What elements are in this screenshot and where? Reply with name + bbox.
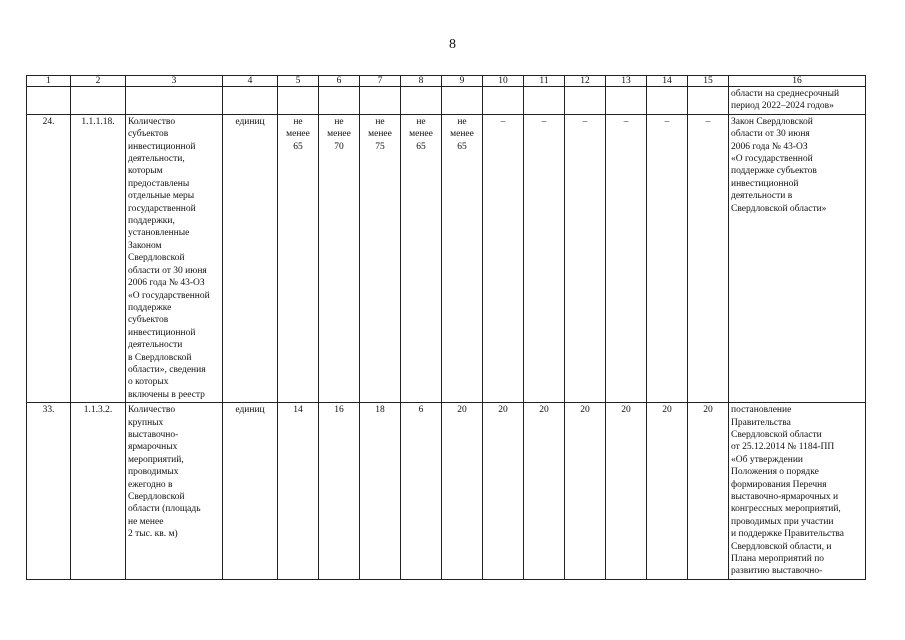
cell-line: 16 [334, 405, 344, 416]
cell-line: о которых [128, 377, 169, 388]
cell-line: проводимых при участии [731, 516, 834, 527]
cell-line: 65 [457, 141, 467, 152]
cell-line: 2006 года № 43-ОЗ [731, 141, 808, 152]
cell-line: не [334, 116, 344, 127]
cell-line: не [293, 116, 303, 127]
empty-cell [647, 87, 688, 115]
cell-line: инвестиционной [128, 141, 196, 152]
cell-line: 2 тыс. кв. м) [128, 529, 178, 540]
cell-line: крупных [128, 417, 164, 428]
value-cell [319, 114, 360, 402]
cell-line: менее [368, 129, 392, 140]
cell-line: – [705, 116, 711, 127]
cell-line: – [582, 116, 588, 127]
value-cell [565, 114, 606, 402]
continuation-row [27, 87, 866, 115]
cell-line: 2006 года № 43-ОЗ [128, 278, 205, 289]
value-cell [401, 114, 442, 402]
cell-line: Правительства [731, 417, 791, 428]
cell-line: менее [450, 129, 474, 140]
row-code-cell: 1.1.3.2. [71, 403, 126, 580]
cell-line: Плана мероприятий по [731, 554, 825, 565]
cell-line: выставочно- [128, 429, 179, 440]
value-cell [278, 114, 319, 402]
row-code-cell: 1.1.1.18. [71, 114, 126, 402]
column-number-cell: 2 [71, 76, 126, 87]
column-number-cell: 3 [126, 76, 223, 87]
cell-line: Положения о порядке [731, 467, 819, 478]
page-number: 8 [449, 37, 456, 52]
indicator-name-cell [126, 114, 223, 402]
cell-line: предоставлены [128, 178, 190, 189]
legal-basis-cell [729, 114, 866, 402]
cell-line: формирования Перечня [731, 479, 827, 490]
value-cell [606, 114, 647, 402]
cell-line: 20 [662, 405, 672, 416]
cell-line: выставочно-ярмарочных и [731, 492, 839, 502]
cell-line: 18 [375, 405, 385, 416]
value-cell [442, 114, 483, 402]
value-cell [647, 114, 688, 402]
cell-line: поддержки, [128, 216, 175, 227]
empty-cell [278, 87, 319, 115]
cell-line: которым [128, 166, 163, 177]
cell-line: Закон Свердловской [731, 116, 813, 127]
cell-line: 20 [703, 405, 713, 416]
empty-cell [319, 87, 360, 115]
cell-line: инвестиционной [128, 327, 196, 338]
cell-line: области на среднесрочный [731, 89, 840, 99]
cell-line: 75 [375, 141, 385, 152]
cell-line: Свердловской области [731, 429, 822, 440]
cell-line: 65 [293, 141, 303, 152]
column-number-cell: 6 [319, 76, 360, 87]
cell-line: менее [327, 129, 351, 140]
cell-line: менее [409, 129, 433, 140]
table-row [27, 114, 866, 402]
cell-line: развитию выставочно- [731, 566, 823, 577]
column-number-cell: 1 [27, 76, 71, 87]
column-number-cell: 13 [606, 76, 647, 87]
cell-line: 65 [416, 141, 426, 152]
column-number-cell: 15 [688, 76, 729, 87]
cell-line: отдельные меры [128, 191, 195, 202]
empty-cell [27, 87, 71, 115]
cell-line: от 25.12.2014 № 1184-ПП [731, 442, 835, 453]
empty-cell [442, 87, 483, 115]
value-cell [401, 403, 442, 580]
column-number-cell: 14 [647, 76, 688, 87]
value-cell [647, 403, 688, 580]
column-number-cell: 8 [401, 76, 442, 87]
cell-line: 20 [498, 405, 508, 416]
cell-line: не [375, 116, 385, 127]
cell-line: деятельности, [128, 154, 185, 165]
value-cell [483, 114, 524, 402]
cell-line: ярмарочных [128, 442, 178, 453]
cell-line: области от 30 июня [128, 265, 207, 276]
cell-line: Свердловской [128, 492, 185, 502]
empty-cell [71, 87, 126, 115]
value-cell [278, 403, 319, 580]
value-cell [524, 114, 565, 402]
cell-line: Свердловской области, и [731, 541, 832, 552]
cell-line: «Об утверждении [731, 454, 803, 465]
empty-cell [126, 87, 223, 115]
cell-line: государственной [128, 203, 196, 214]
cell-line: в Свердловской [128, 352, 192, 363]
cell-line: Свердловской области» [731, 203, 827, 214]
column-number-cell: 10 [483, 76, 524, 87]
row-number-cell: 33. [27, 403, 71, 580]
value-cell [606, 403, 647, 580]
cell-line: проводимых [128, 467, 179, 478]
cell-line: субъектов [128, 315, 169, 326]
cell-line: 20 [457, 405, 467, 416]
cell-line: области от 30 июня [731, 129, 810, 140]
empty-cell [223, 87, 278, 115]
cell-line: Количество [128, 116, 176, 127]
column-number-cell: 16 [729, 76, 866, 87]
cell-line: Количество [128, 405, 176, 416]
column-number-cell: 9 [442, 76, 483, 87]
value-cell [360, 114, 401, 402]
cell-line: ежегодно в [128, 479, 173, 490]
cell-line: не менее [128, 516, 164, 527]
empty-cell [483, 87, 524, 115]
empty-cell [401, 87, 442, 115]
value-cell [360, 403, 401, 580]
value-cell [688, 114, 729, 402]
column-number-row [27, 76, 866, 87]
cell-line: поддержке субъектов [731, 166, 817, 177]
cell-line: – [664, 116, 670, 127]
column-number-cell: 12 [565, 76, 606, 87]
cell-line: 6 [418, 405, 424, 416]
legal-basis-cell [729, 403, 866, 580]
cell-line: 20 [580, 405, 590, 416]
cell-line: 20 [539, 405, 549, 416]
cell-line: Законом [128, 240, 162, 251]
empty-cell [606, 87, 647, 115]
cell-line: субъектов [128, 129, 169, 140]
cell-line: 70 [334, 141, 344, 152]
cell-line: Свердловской [128, 253, 185, 264]
column-number-cell: 7 [360, 76, 401, 87]
column-number-cell: 4 [223, 76, 278, 87]
row-number-cell: 24. [27, 114, 71, 402]
cell-line: менее [286, 129, 310, 140]
value-cell [565, 403, 606, 580]
cell-line: включены в реестр [128, 389, 205, 400]
value-cell [483, 403, 524, 580]
cell-line: не [457, 116, 467, 127]
column-number-cell: 11 [524, 76, 565, 87]
cell-line: «О государственной [128, 290, 210, 301]
value-cell [524, 403, 565, 580]
unit-cell: единиц [223, 403, 278, 580]
cell-line: постановление [731, 405, 792, 416]
cell-line: мероприятий, [128, 454, 184, 465]
cell-line: деятельности в [731, 191, 793, 202]
empty-cell [565, 87, 606, 115]
empty-cell [688, 87, 729, 115]
cell-line: деятельности [128, 340, 183, 351]
cell-line: не [416, 116, 426, 127]
cell-line: – [541, 116, 547, 127]
cell-line: области (площадь [128, 504, 201, 515]
cell-line: инвестиционной [731, 178, 799, 189]
cell-line: 14 [293, 405, 303, 416]
cell-line: и поддержке Правительства [731, 529, 844, 540]
cell-line: «О государственной [731, 154, 813, 165]
value-cell [319, 403, 360, 580]
empty-cell [524, 87, 565, 115]
empty-cell [360, 87, 401, 115]
cell-line: области», сведения [128, 364, 206, 375]
table-row [27, 403, 866, 580]
indicator-name-cell [126, 403, 223, 580]
column-number-cell: 5 [278, 76, 319, 87]
value-cell [442, 403, 483, 580]
cell-line: период 2022–2024 годов» [731, 101, 834, 112]
continuation-basis-cell [729, 87, 866, 115]
cell-line: – [623, 116, 629, 127]
cell-line: конгрессных мероприятий, [731, 504, 841, 515]
value-cell [688, 403, 729, 580]
indicators-table [26, 75, 866, 580]
unit-cell: единиц [223, 114, 278, 402]
cell-line: 20 [621, 405, 631, 416]
cell-line: – [500, 116, 506, 127]
cell-line: установленные [128, 228, 190, 239]
cell-line: поддержке [128, 302, 172, 313]
